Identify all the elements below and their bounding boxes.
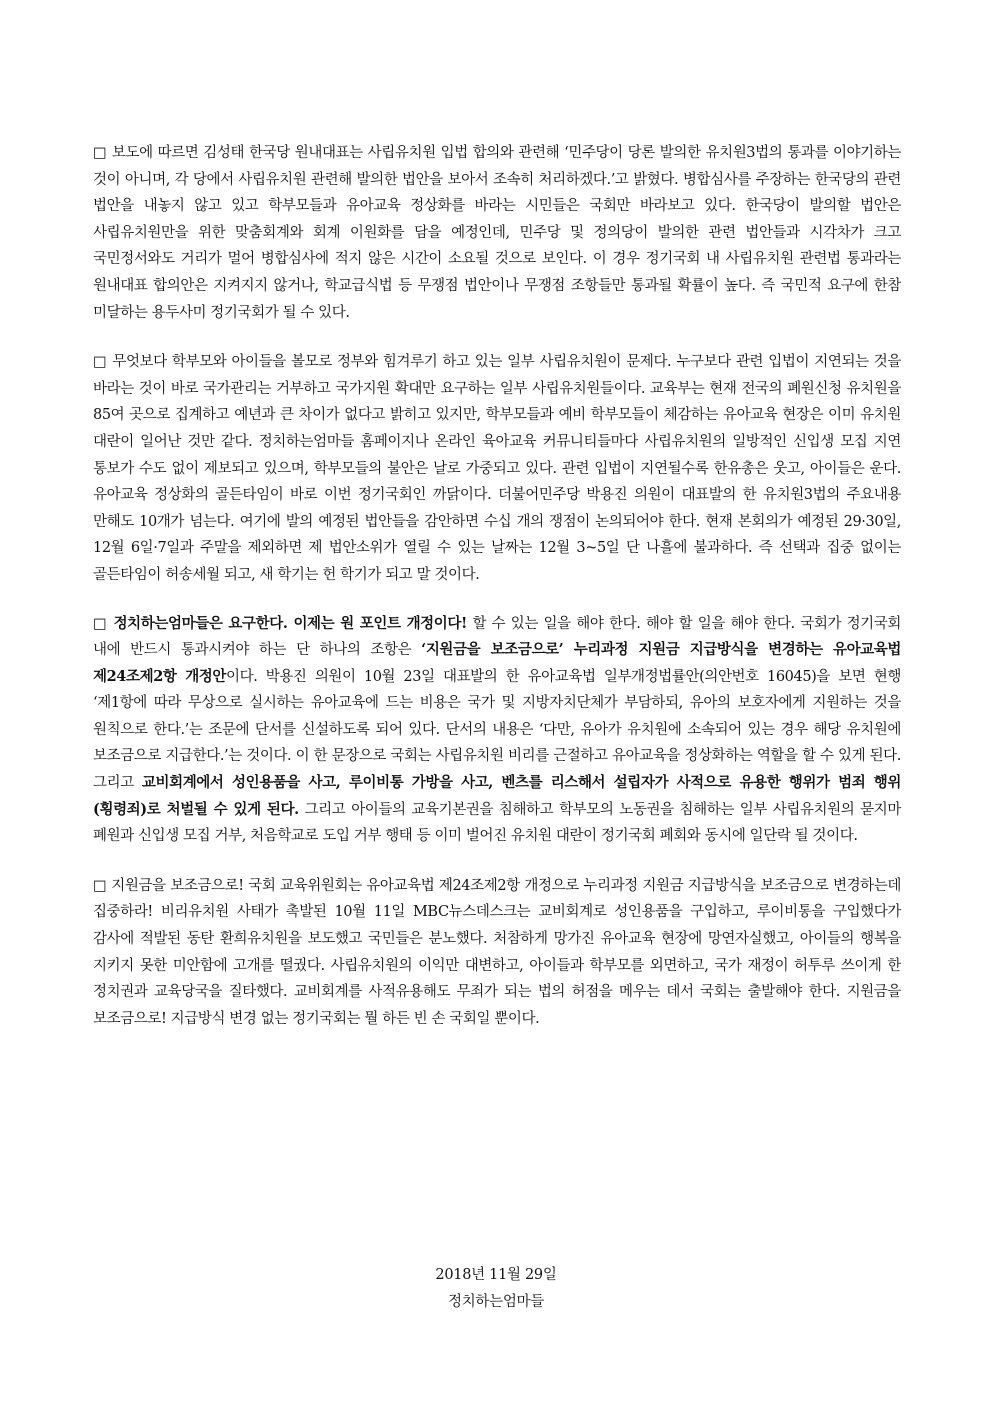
paragraph-3-text-c: 그리고 아이들의 교육기본권을 침해하고 학부모의 노동권을 침해하는 일부 사립유치원의 묻지마 폐원과 신입생 모집 거부, 처음학교로 도입 거부 행태 등 이미 벌어진 유치원 대란이 정기국회 폐회와 동시에 일단락 될 것이다. — [93, 801, 901, 845]
paragraph-3 — [93, 611, 901, 850]
paragraph-3-text-a: 할 수 있는 일을 해야 한다. 해야 할 일을 해야 한다. 국회가 정기국회 내에 반드시 통과시켜야 하는 단 하나의 조항은 — [93, 615, 902, 659]
paragraph-1 — [93, 140, 901, 326]
paragraph-2-text: □ 무엇보다 학부모와 아이들을 볼모로 정부와 힘겨루기 하고 있는 일부 사립유치원이 문제다. 누구보다 관련 입법이 지연되는 것을 바라는 것이 바로 국가관리는 거부하고 국가지원 확대만 요구하는 일부 사립유치원들이다. 교육부는 현재 전국의 폐원신청 유치원을 85여 곳으로 집계하고 예년과 큰 차이가 없다고 밝히고 있지만, 학부모들과 예비 학부모들이 체감하는 유아교육 현장은 이미 유치원 대란이 일어난 것만 같다. 정치하는엄마들 홈페이지나 온라인 육아교육 커뮤니티들마다 사립유치원의 일방적인 신입생 모집 지연 통보가 수도 없이 제보되고 있으며, 학부모들의 불안은 날로 가중되고 있다. 관련 입법이 지연될수록 한유총은 웃고, 아이들은 운다. 유아교육 정상화의 골든타임이 바로 이번 정기국회인 까닭이다. 더불어민주당 박용진 의원이 대표발의 한 유치원3법의 주요내용 만해도 10개가 넘는다. 여기에 발의 예정된 법안들을 감안하면 수십 개의 쟁점이 논의되어야 한다. 현재 본회의가 예정된 29·30일, 12월 6일·7일과 주말을 제외하면 제 법안소위가 열릴 수 있는 날짜는 12월 3~5일 단 나흘에 불과하다. 즉 선택과 집중 없이는 골든타임이 허송세월 되고, 새 학기는 헌 학기가 되고 말 것이다. — [93, 354, 901, 583]
organization-signature: 정치하는엄마들 — [448, 1294, 544, 1310]
paragraph-1-text: □ 보도에 따르면 김성태 한국당 원내대표는 사립유치원 입법 합의와 관련해 ‘민주당이 당론 발의한 유치원3법의 통과를 이야기하는 것이 아니며, 각 당에서 사립유치원 관련해 발의한 법안을 보아서 조속히 처리하겠다.’고 밝혔다. 병합심사를 주장하는 한국당의 관련 법안을 내놓지 않고 있고 학부모들과 유아교육 정상화를 바라는 시민들은 국회만 바라보고 있다. 한국당이 발의할 법안은 사립유치원만을 위한 맞춤회계와 회계 이원화를 담을 예정인데, 민주당 및 정의당이 발의한 관련 법안들과 시각차가 크고 국민정서와도 거리가 멀어 병합심사에 적지 않은 시간이 소요될 것으로 보인다. 이 경우 정기국회 내 사립유치원 관련법 통과라는 원내대표 합의안은 지켜지지 않거나, 학교급식법 등 무쟁점 법안이나 무쟁점 조항들만 통과될 확률이 높다. 즉 국민적 요구에 한참 미달하는 용두사미 정기국회가 될 수 있다. — [93, 145, 901, 321]
paragraph-2 — [93, 349, 901, 588]
embezzlement-emphasis: 교비회계에서 성인용품을 사고, 루이비통 가방을 사고, 벤츠를 리스해서 설립자가 사적으로 유용한 행위가 범죄 행위(횡령죄)로 처벌될 수 있게 된다. — [93, 774, 902, 818]
demand-headline: □ 정치하는엄마들은 요구한다. 이제는 원 포인트 개정이다! — [93, 614, 467, 632]
document-body — [93, 140, 901, 1032]
paragraph-4-text: □ 지원금을 보조금으로! 국회 교육위원회는 유아교육법 제24조제2항 개정으로 누리과정 지원금 지급방식을 보조금으로 변경하는데 집중하라! 비리유치원 사태가 촉발된 10월 11일 MBC뉴스데스크는 교비회계로 성인용품을 구입하고, 루이비통을 구입했다가 감사에 적발된 동탄 환희유치원을 보도했고 국민들은 분노했다. 처참하게 망가진 유아교육 현장에 망연자실했고, 아이들의 행복을 지키지 못한 미안함에 고개를 떨궜다. 사립유치원의 이익만 대변하고, 아이들과 학부모를 외면하고, 국가 재정이 허투루 쓰이게 한 정치권과 교육당국을 질타했다. 교비회계를 사적유용해도 무죄가 되는 법의 허점을 메우는 데서 국회는 출발해야 한다. 지원금을 보조금으로! 지급방식 변경 없는 정기국회는 뭘 하든 빈 손 국회일 뿐이다. — [93, 877, 901, 1027]
paragraph-3-text-b: 이다. 박용진 의원이 10월 23일 대표발의 한 유아교육법 일부개정법률안(의안번호 16045)을 보면 현행 ‘제1항에 따라 무상으로 실시하는 유아교육에 드는 비용은 국가 및 지방자치단체가 부담하되, 유아의 보호자에게 지원하는 것을 원칙으로 한다.’는 조문에 단서를 신설하도록 되어 있다. 단서의 내용은 ‘다만, 유아가 유치원에 소속되어 있는 경우 해당 유치원에 보조금으로 지급한다.’는 것이다. 이 한 문장으로 국회는 사립유치원 비리를 근절하고 유아교육을 정상화하는 역할을 할 수 있게 된다. 그리고 — [93, 668, 901, 792]
paragraph-4 — [93, 873, 901, 1033]
document-date: 2018년 11월 29일 — [435, 1267, 557, 1283]
key-amendment-emphasis: ‘지원금을 보조금으로’ 누리과정 지원금 지급방식을 변경하는 유아교육법 제24조제2항 개정안 — [93, 641, 901, 685]
